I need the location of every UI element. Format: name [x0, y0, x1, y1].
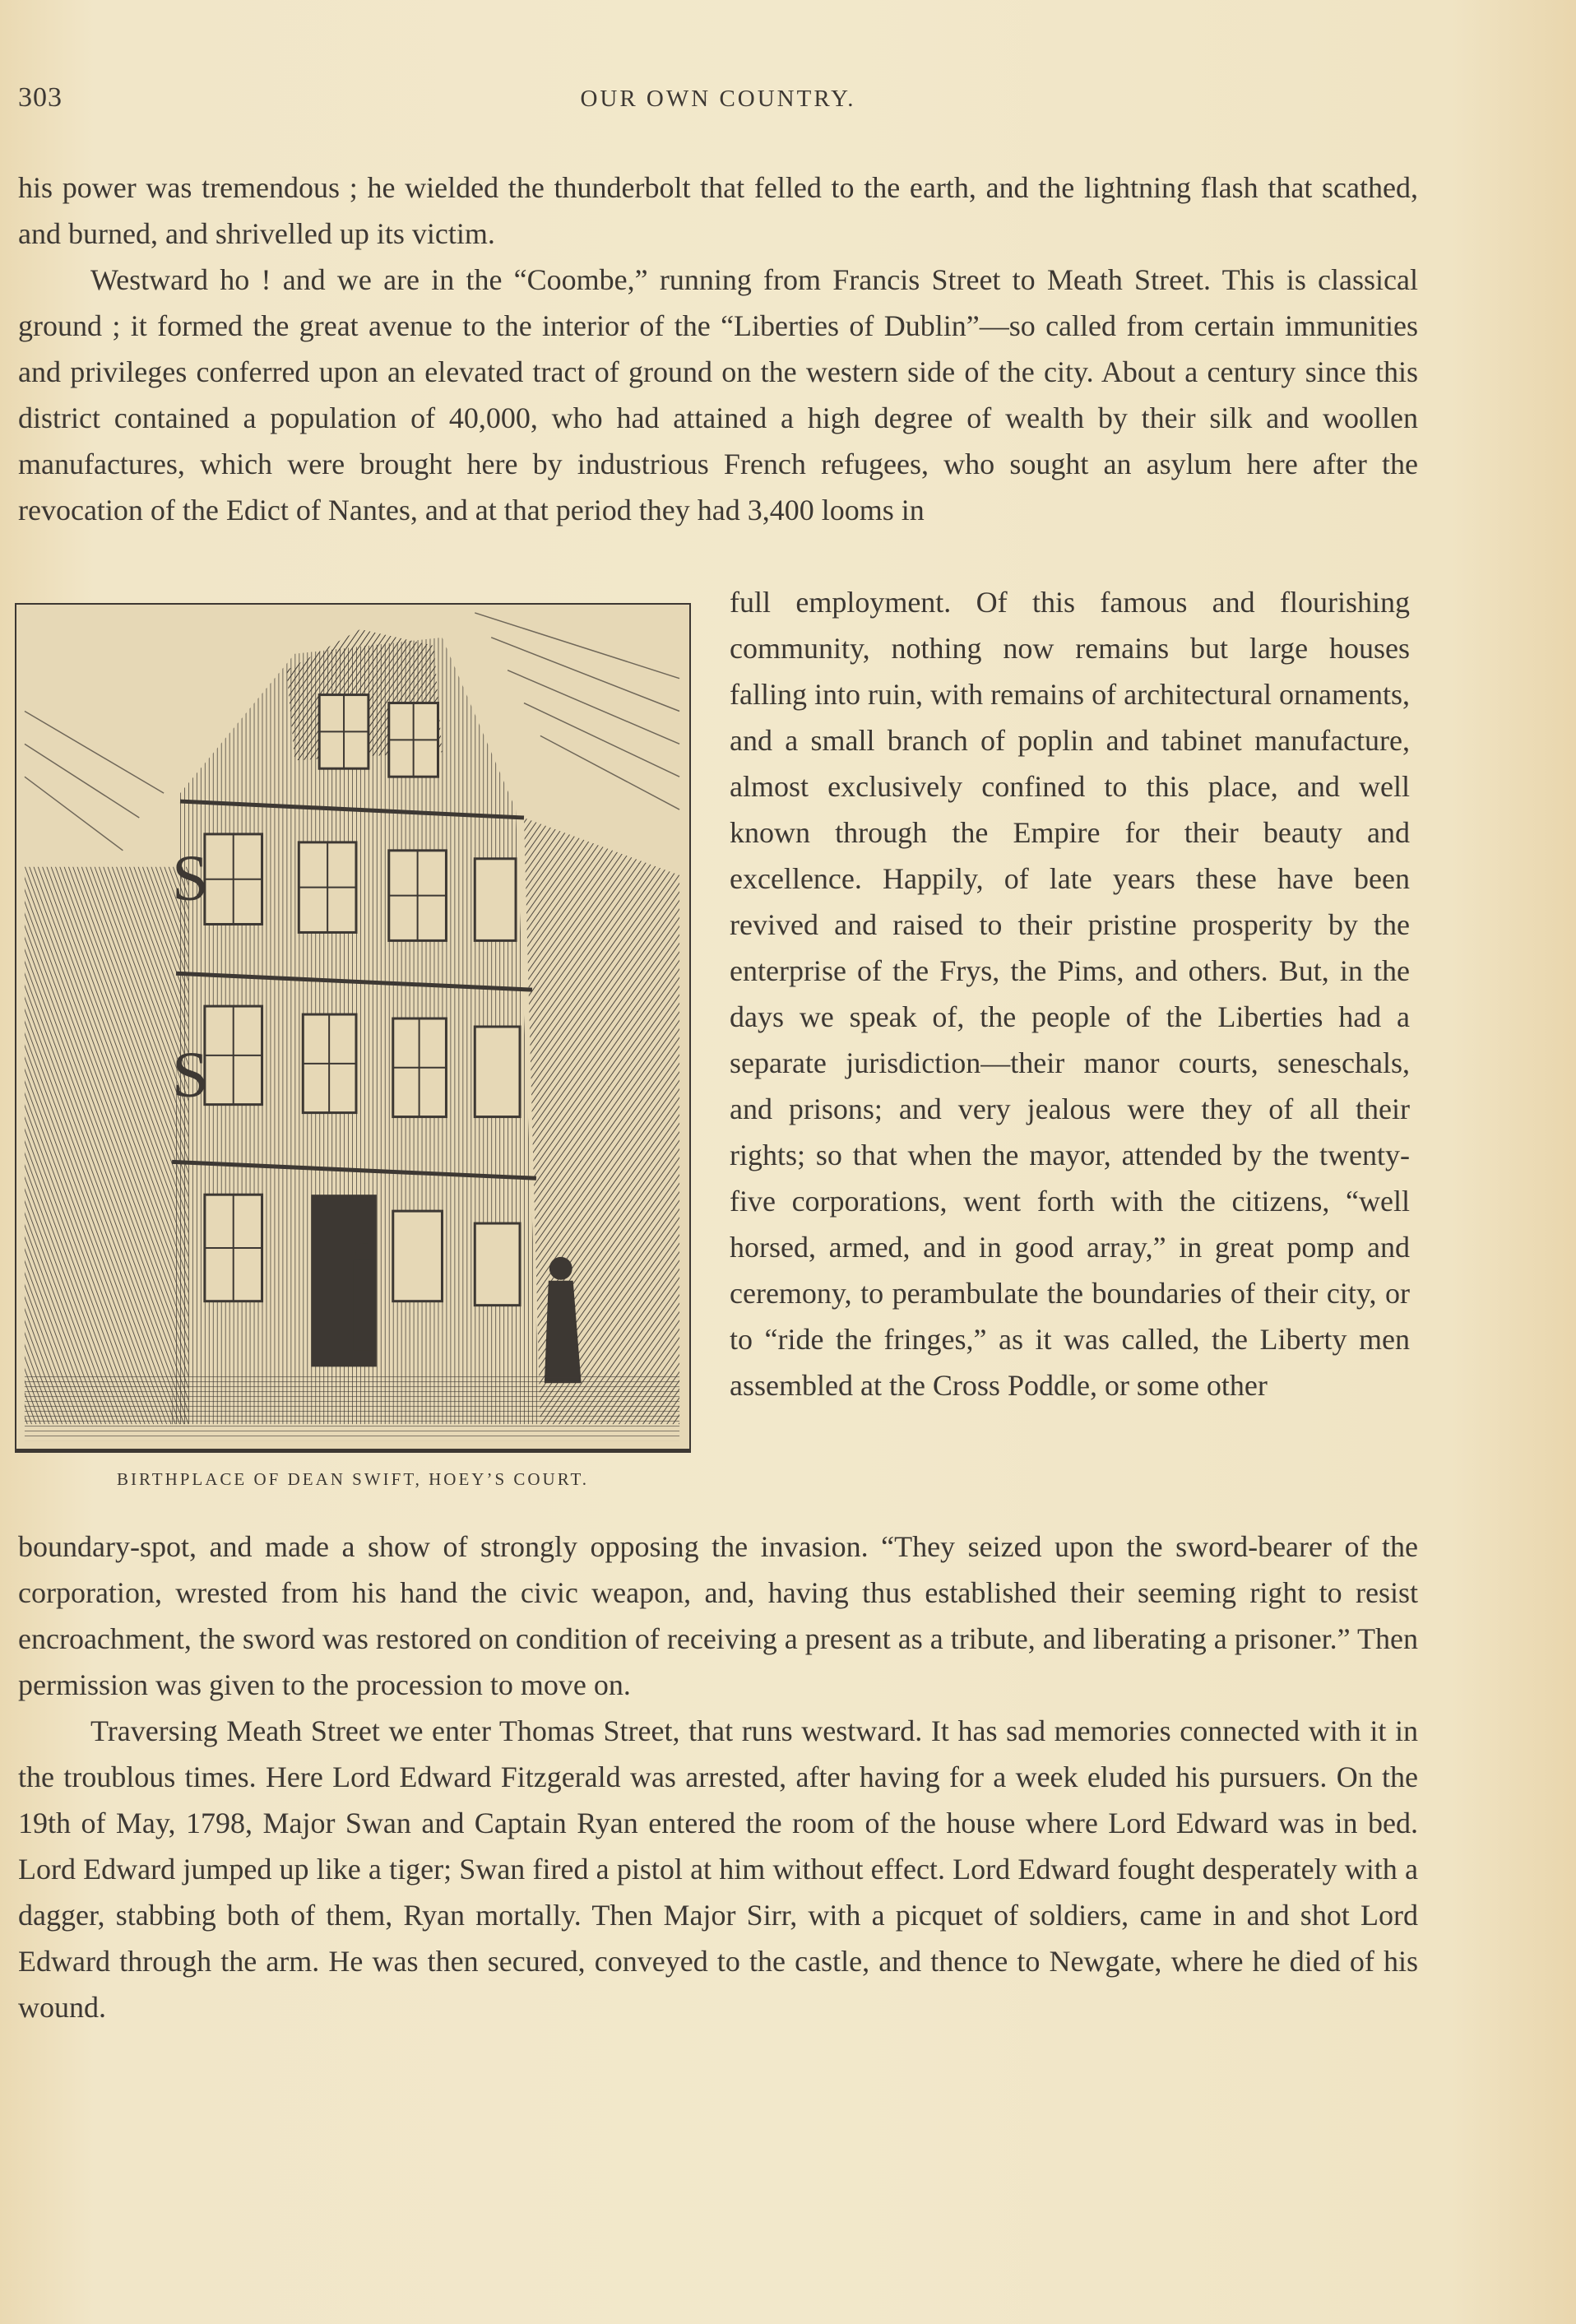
page-number: 303: [18, 82, 63, 113]
house-engraving-icon: [16, 605, 689, 1449]
paragraph-coombe-end: boundary-spot, and made a show of strongly opposing the invasion. “They seized upon the sword-bearer of the corporation, wrested from his hand the civic weapon, and, having thus established their seeming right to resist encroachment, the sword was restored on condition of receiving a present as a tribute, and liberating a prisoner.” Then permission was given to the procession to move on.: [18, 1530, 1418, 1701]
running-head: OUR OWN COUNTRY.: [580, 86, 856, 112]
page-header: [18, 82, 1418, 132]
paragraph-thomas-street: Traversing Meath Street we enter Thomas Street, that runs westward. It has sad memories connected with it in the troublous times. Here Lord Edward Fitzgerald was arrested, after having for a week eluded his pursuers. On the 19th of May, 1798, Major Swan and Captain Ryan entered the room of the house where Lord Edward was in bed. Lord Edward jumped up like a tiger; Swan fired a pistol at him without effect. Lord Edward fought desperately with a dagger, stabbing both of them, Ryan mortally. Then Major Sirr, with a picquet of soldiers, came in and shot Lord Edward through the arm. He was then secured, conveyed to the castle, and thence to Newgate, where he died of his wound.: [18, 1714, 1418, 2024]
figure-caption: BIRTHPLACE OF DEAN SWIFT, HOEY’S COURT.: [117, 1469, 589, 1489]
paragraph-coombe: Westward ho ! and we are in the “Coombe,” running from Francis Street to Meath Street. This is classical ground ; it formed the great avenue to the interior of the “Liberties of Dublin”—so called from certain immunities and privileges conferred upon an elevated tract of ground on the western side of the city. About a century since this district contained a population of 40,000, who had attained a high degree of wealth by their silk and woollen manufactures, which were brought here by industrious French refugees, who sought an asylum here after the revocation of the Edict of Nantes, and at that period they had 3,400 looms in: [18, 263, 1418, 526]
text-column-right: [730, 579, 1410, 1408]
svg-text:S: S: [172, 1038, 209, 1111]
text-block-bottom: [18, 1524, 1418, 2030]
text-block-top: [18, 165, 1418, 533]
paragraph-coombe-column: full employment. Of this famous and flourishing community, nothing now remains but large houses falling into ruin, with remains of architectural ornaments, and a small branch of poplin and tabinet manufacture, almost exclusively confined to this place, and well known through the Empire for their beauty and excellence. Happily, of late years these have been revived and raised to their pristine prosperity by the enterprise of the Frys, the Pims, and others. But, in the days we speak of, the people of the Liberties had a separate jurisdiction—their manor courts, seneschals, and prisons; and very jealous were they of all their rights; so that when the mayor, attended by the twenty-five corporations, went forth with the citizens, “well horsed, armed, and in good array,” in great pomp and ceremony, to perambulate the boundaries of their city, or to “ride the fringes,” as it was called, the Liberty men assembled at the Cross Poddle, or some other: [730, 586, 1410, 1402]
illustration-rule: [15, 1450, 691, 1453]
paragraph-continuation: his power was tremendous ; he wielded the thunderbolt that felled to the earth, and the lightning flash that scathed, and burned, and shrivelled up its victim.: [18, 171, 1418, 250]
engraving-illustration: [15, 603, 691, 1450]
svg-text:S: S: [172, 842, 209, 915]
